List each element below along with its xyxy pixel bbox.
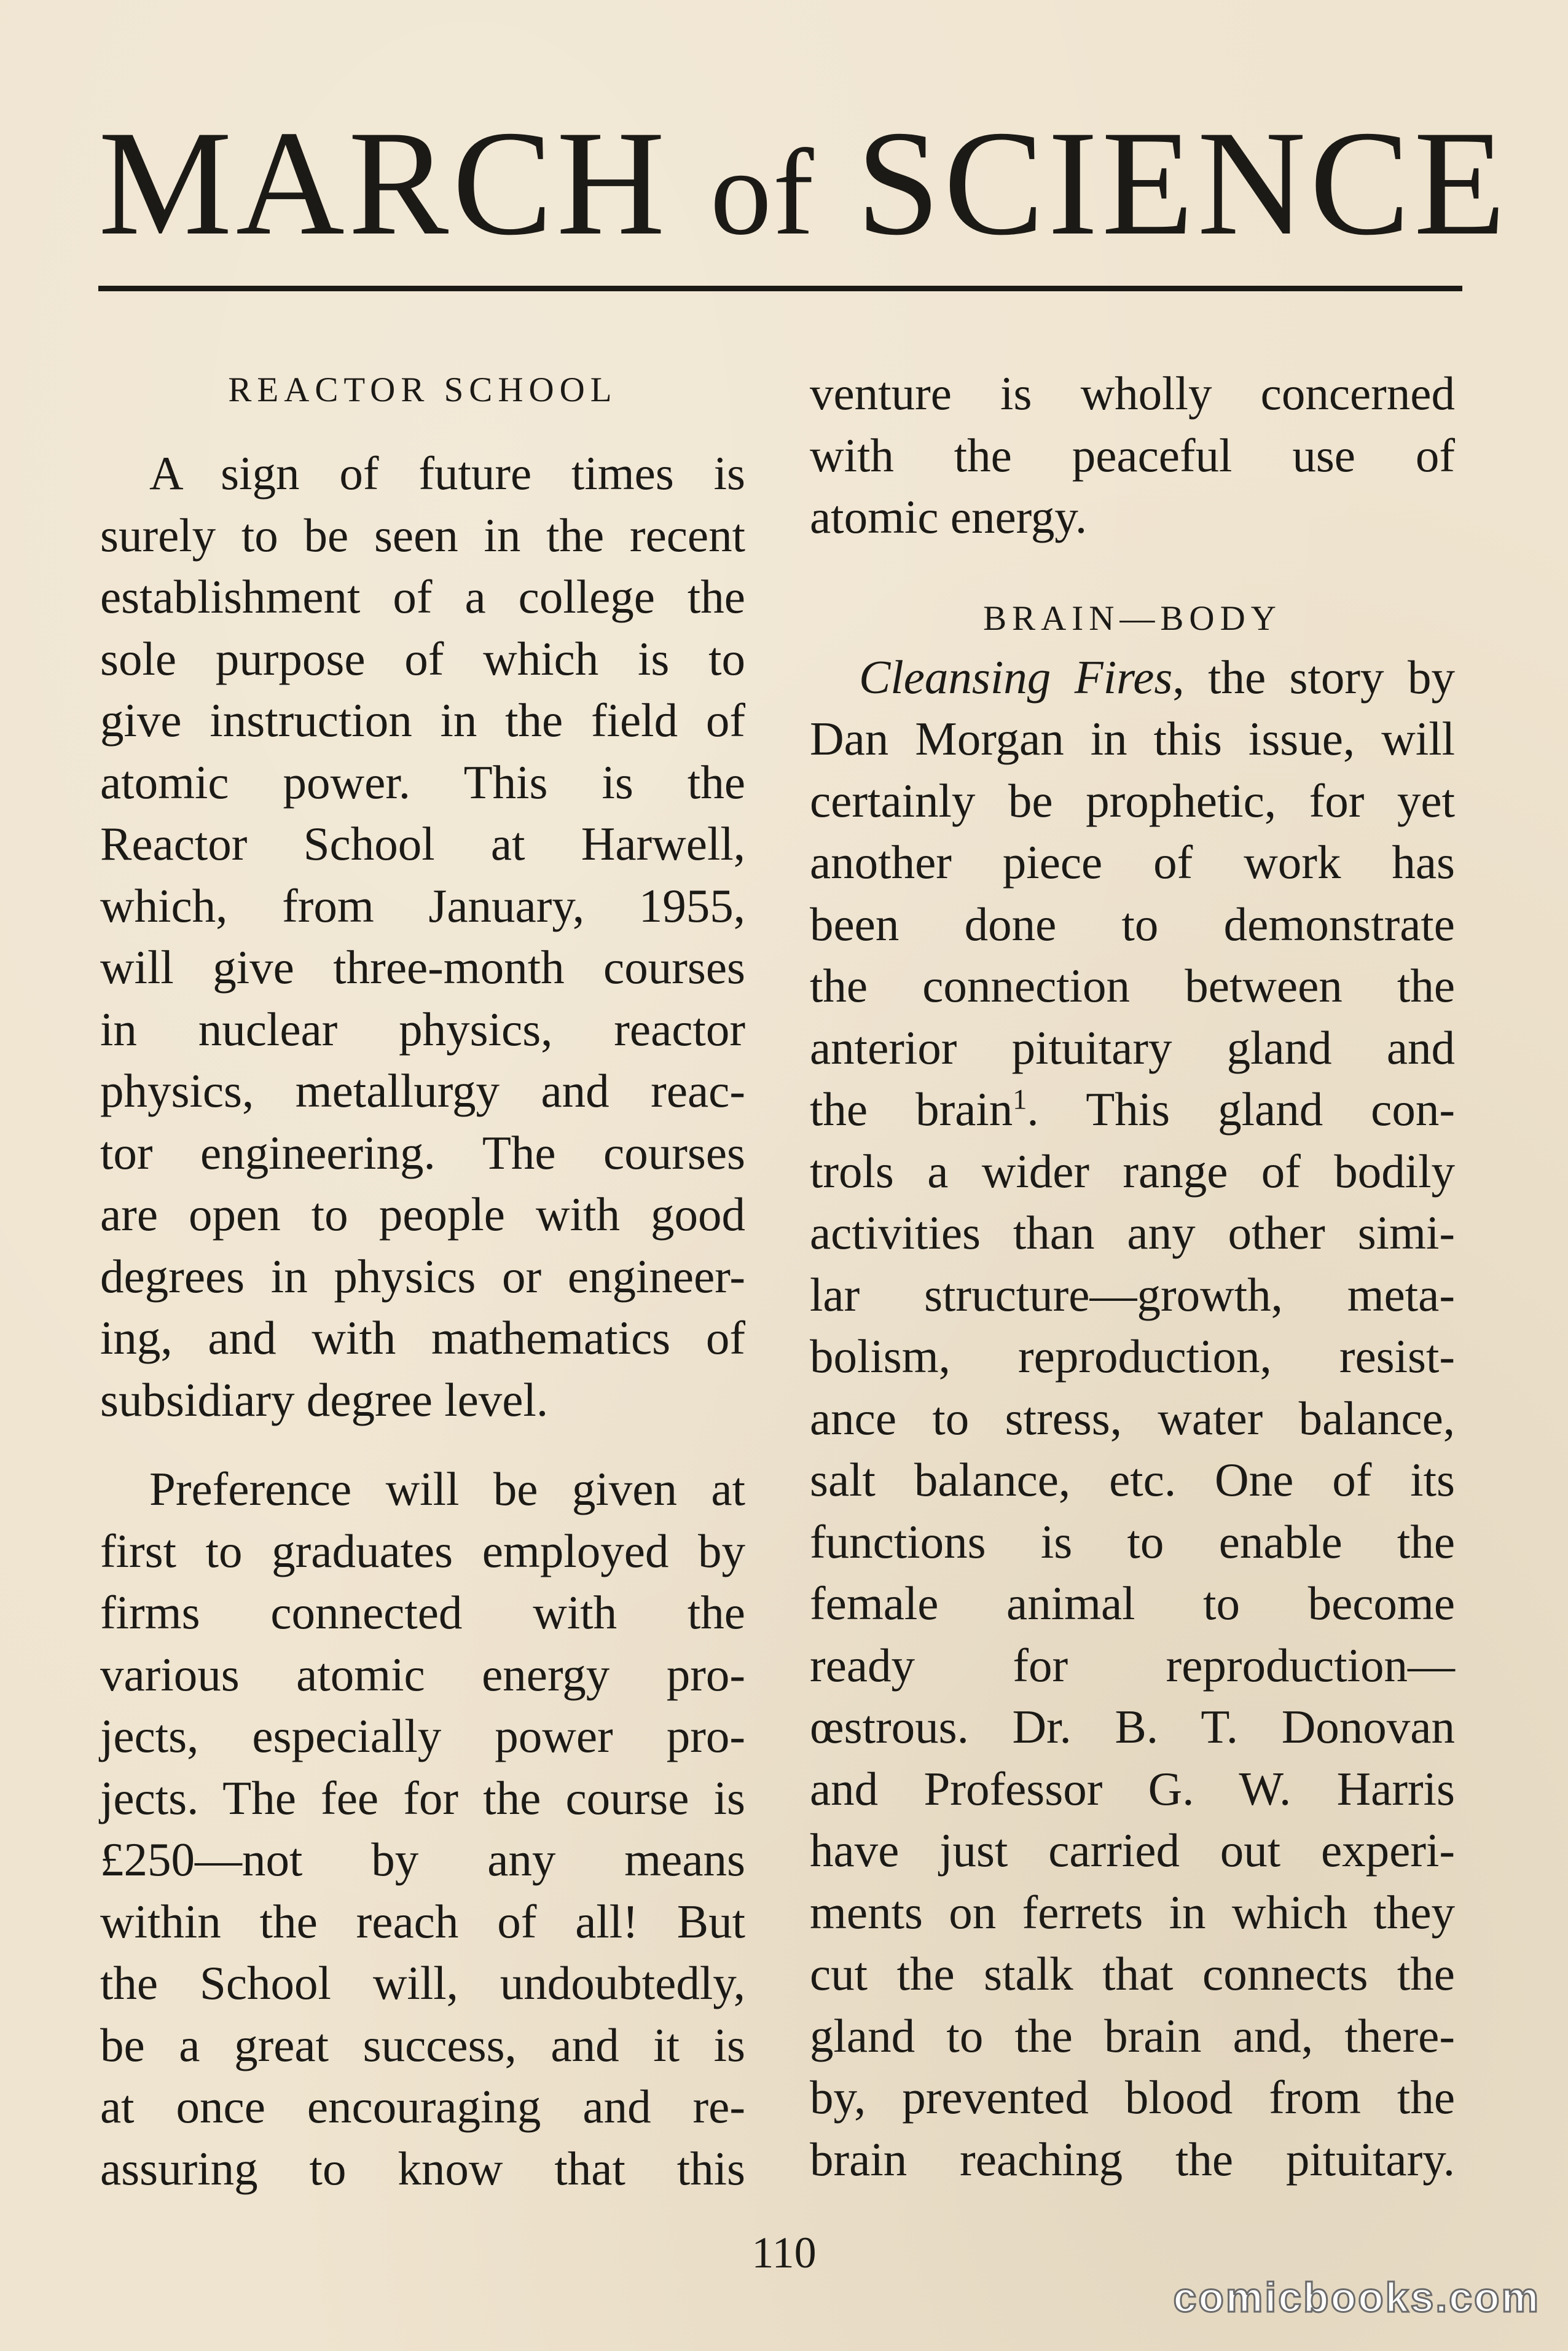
section-heading-reactor-school: REACTOR SCHOOL: [228, 371, 617, 409]
text-line: the School will, undoubtedly,: [100, 1957, 745, 2009]
left-column: [100, 363, 745, 2199]
text-line: A sign of future times is: [149, 447, 745, 500]
text-line: within the reach of all! But: [100, 1894, 745, 1948]
page-number: 110: [751, 2228, 817, 2277]
text-line: £250—not by any means: [100, 1833, 745, 1886]
text-line: the connection between the: [810, 959, 1455, 1012]
paragraph-reactor-1: [100, 442, 745, 1431]
right-column: [810, 363, 1455, 2190]
text-line: venture is wholly concerned: [810, 367, 1455, 420]
footnote-marker: 1: [1013, 1083, 1027, 1115]
text-line: female animal to become: [810, 1577, 1455, 1630]
paragraph-brain-body: [810, 646, 1455, 2191]
text-line: Dan Morgan in this issue, will: [810, 712, 1455, 765]
text-line: be a great success, and it is: [100, 2018, 745, 2071]
text-line: salt balance, etc. One of its: [810, 1453, 1455, 1506]
text-fragment: the brain: [810, 1083, 1013, 1136]
text-line: atomic energy.: [810, 490, 1088, 543]
text-line: Reactor School at Harwell,: [100, 817, 745, 870]
text-line: establishment of a college the: [100, 570, 745, 623]
text-line: physics, metallurgy and reac-: [100, 1064, 745, 1117]
text-line: functions is to enable the: [810, 1515, 1455, 1568]
text-line: and Professor G. W. Harris: [810, 1762, 1455, 1815]
title-word-of: of: [710, 125, 815, 261]
text-line: give instruction in the field of: [100, 694, 745, 747]
section-heading-brain-body: BRAIN—BODY: [983, 599, 1282, 638]
text-line: ready for reproduction—: [810, 1638, 1455, 1692]
story-title: Cleansing Fires: [859, 650, 1173, 704]
title-rule: [98, 286, 1462, 291]
text-fragment: . This gland con-: [1027, 1083, 1456, 1136]
text-line-with-title: [810, 646, 1455, 708]
text-line: will give three-month courses: [100, 941, 745, 994]
text-line: various atomic energy pro-: [100, 1647, 745, 1701]
text-line: assuring to know that this: [100, 2141, 745, 2195]
text-line: first to graduates employed by: [100, 1524, 745, 1577]
paragraph-reactor-2: [100, 1458, 745, 2199]
text-line: are open to people with good: [100, 1188, 745, 1241]
title-word-science: SCIENCE: [856, 100, 1510, 266]
text-fragment: , the story by: [1172, 650, 1455, 704]
text-line: trols a wider range of bodily: [810, 1144, 1455, 1198]
paragraph-reactor-continued: [810, 363, 1455, 548]
text-line: another piece of work has: [810, 836, 1455, 889]
text-line: cut the stalk that connects the: [810, 1947, 1455, 2000]
text-line: jects. The fee for the course is: [100, 1771, 745, 1824]
text-line: gland to the brain and, there-: [810, 2009, 1455, 2062]
text-line: jects, especially power pro-: [100, 1709, 745, 1762]
text-line: have just carried out experi-: [810, 1824, 1455, 1877]
text-line: been done to demonstrate: [810, 897, 1455, 951]
text-line: firms connected with the: [100, 1586, 745, 1639]
text-line: surely to be seen in the recent: [100, 508, 745, 562]
text-line: atomic power. This is the: [100, 755, 745, 809]
page-title: [98, 100, 1510, 266]
text-line: in nuclear physics, reactor: [100, 1002, 745, 1056]
text-line: lar structure—growth, meta-: [810, 1268, 1455, 1321]
text-line: ing, and with mathematics of: [100, 1311, 745, 1364]
text-line: subsidiary degree level.: [100, 1373, 549, 1426]
text-line: brain reaching the pituitary.: [810, 2132, 1455, 2186]
text-line: certainly be prophetic, for yet: [810, 774, 1455, 827]
text-line-with-footnote: [810, 1078, 1455, 1140]
text-line: ance to stress, water balance,: [810, 1391, 1455, 1445]
text-line: degrees in physics or engineer-: [100, 1249, 745, 1303]
site-watermark: comicbooks.com: [1173, 2274, 1540, 2321]
text-line: anterior pituitary gland and: [810, 1021, 1455, 1074]
text-line: ments on ferrets in which they: [810, 1885, 1455, 1939]
text-line: which, from January, 1955,: [100, 879, 745, 932]
text-line: by, prevented blood from the: [810, 2071, 1455, 2124]
text-line: with the peaceful use of: [810, 428, 1455, 482]
text-line: activities than any other simi-: [810, 1206, 1455, 1259]
text-line: sole purpose of which is to: [100, 632, 745, 685]
title-word-march: MARCH: [98, 100, 669, 266]
text-line: Preference will be given at: [149, 1462, 745, 1515]
text-line: bolism, reproduction, resist-: [810, 1330, 1455, 1383]
text-line: at once encouraging and re-: [100, 2080, 745, 2133]
text-line: œstrous. Dr. B. T. Donovan: [810, 1700, 1455, 1753]
text-line: tor engineering. The courses: [100, 1126, 745, 1179]
